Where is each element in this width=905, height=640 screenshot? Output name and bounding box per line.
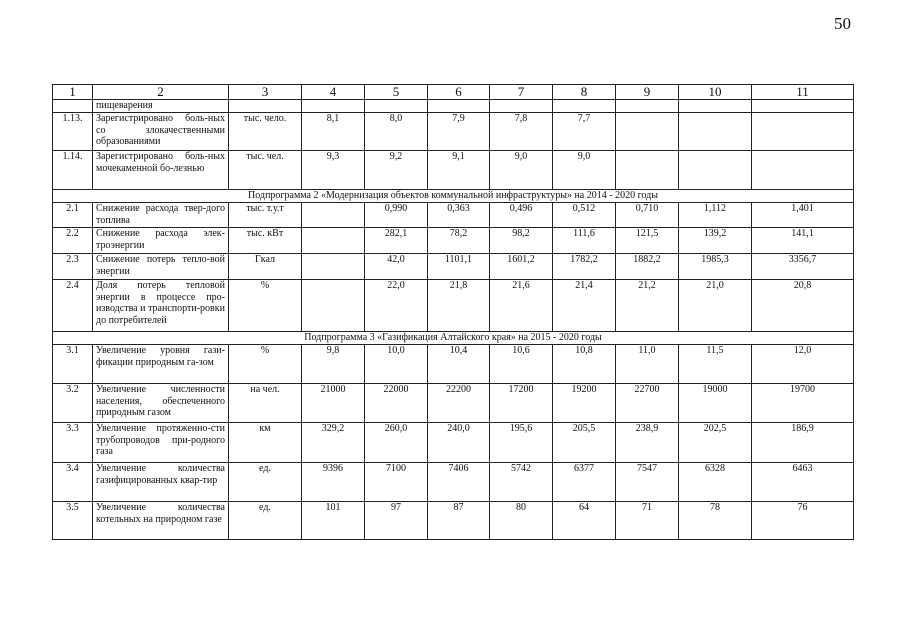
- value-cell: 1,401: [752, 203, 854, 228]
- row-number: 2.4: [53, 280, 93, 332]
- value-cell: 10,8: [553, 345, 616, 384]
- indicator-name: Увеличение протяженно-сти трубопроводов при-родного газа: [93, 423, 229, 463]
- value-cell: 6377: [553, 463, 616, 502]
- value-cell: 238,9: [616, 423, 679, 463]
- value-cell: 0,363: [428, 203, 490, 228]
- value-cell: [679, 100, 752, 113]
- unit-cell: тыс. чел.: [229, 151, 302, 190]
- value-cell: 21,6: [490, 280, 553, 332]
- value-cell: 10,6: [490, 345, 553, 384]
- column-header: 9: [616, 85, 679, 100]
- value-cell: 20,8: [752, 280, 854, 332]
- value-cell: 10,4: [428, 345, 490, 384]
- value-cell: 202,5: [679, 423, 752, 463]
- row-number: 2.1: [53, 203, 93, 228]
- indicator-name: Увеличение количества газифицированных квар-тир: [93, 463, 229, 502]
- value-cell: 1882,2: [616, 254, 679, 280]
- value-cell: [302, 228, 365, 254]
- value-cell: 9396: [302, 463, 365, 502]
- value-cell: 1601,2: [490, 254, 553, 280]
- value-cell: 121,5: [616, 228, 679, 254]
- value-cell: 78: [679, 502, 752, 540]
- table-row: [53, 113, 854, 151]
- value-cell: 0,990: [365, 203, 428, 228]
- page-number: 50: [834, 14, 851, 33]
- value-cell: 9,3: [302, 151, 365, 190]
- column-header: 6: [428, 85, 490, 100]
- value-cell: [752, 113, 854, 151]
- column-header: 8: [553, 85, 616, 100]
- value-cell: 141,1: [752, 228, 854, 254]
- row-number: [53, 100, 93, 113]
- value-cell: 7547: [616, 463, 679, 502]
- row-number: 2.3: [53, 254, 93, 280]
- table-row: [53, 384, 854, 423]
- value-cell: 22700: [616, 384, 679, 423]
- value-cell: [752, 100, 854, 113]
- value-cell: [365, 100, 428, 113]
- value-cell: 21000: [302, 384, 365, 423]
- value-cell: 282,1: [365, 228, 428, 254]
- table-row: [53, 100, 854, 113]
- unit-cell: %: [229, 280, 302, 332]
- value-cell: 9,1: [428, 151, 490, 190]
- row-number: 3.4: [53, 463, 93, 502]
- value-cell: [616, 151, 679, 190]
- row-number: 3.3: [53, 423, 93, 463]
- value-cell: [679, 151, 752, 190]
- value-cell: 12,0: [752, 345, 854, 384]
- column-header: 5: [365, 85, 428, 100]
- value-cell: 8,1: [302, 113, 365, 151]
- value-cell: 97: [365, 502, 428, 540]
- value-cell: 98,2: [490, 228, 553, 254]
- value-cell: 1101,1: [428, 254, 490, 280]
- value-cell: 7,9: [428, 113, 490, 151]
- value-cell: 22200: [428, 384, 490, 423]
- value-cell: 240,0: [428, 423, 490, 463]
- value-cell: 22000: [365, 384, 428, 423]
- value-cell: 5742: [490, 463, 553, 502]
- column-header: 7: [490, 85, 553, 100]
- unit-cell: тыс. чело.: [229, 113, 302, 151]
- table-row: [53, 502, 854, 540]
- value-cell: 87: [428, 502, 490, 540]
- table-row: [53, 345, 854, 384]
- table-row: [53, 463, 854, 502]
- unit-cell: ед.: [229, 502, 302, 540]
- subprogram-title: Подпрограмма 2 «Модернизация объектов коммунальной инфраструктуры» на 2014 - 2020 годы: [53, 190, 854, 203]
- value-cell: 8,0: [365, 113, 428, 151]
- value-cell: 1985,3: [679, 254, 752, 280]
- value-cell: 6463: [752, 463, 854, 502]
- unit-cell: км: [229, 423, 302, 463]
- value-cell: [616, 100, 679, 113]
- value-cell: [616, 113, 679, 151]
- value-cell: 10,0: [365, 345, 428, 384]
- value-cell: 9,0: [553, 151, 616, 190]
- unit-cell: тыс. кВт: [229, 228, 302, 254]
- table-row: [53, 203, 854, 228]
- value-cell: [752, 151, 854, 190]
- value-cell: 1,112: [679, 203, 752, 228]
- value-cell: 9,2: [365, 151, 428, 190]
- indicator-name: Увеличение численности населения, обеспеченного природным газом: [93, 384, 229, 423]
- value-cell: 7100: [365, 463, 428, 502]
- indicator-name: пищеварения: [93, 100, 229, 113]
- value-cell: 0,496: [490, 203, 553, 228]
- column-header: 11: [752, 85, 854, 100]
- indicator-name: Доля потерь тепловой энергии в процессе про-изводства и транспорти-ровки до потребителей: [93, 280, 229, 332]
- value-cell: [302, 280, 365, 332]
- table-row: [53, 280, 854, 332]
- value-cell: 64: [553, 502, 616, 540]
- value-cell: [490, 100, 553, 113]
- value-cell: [302, 100, 365, 113]
- value-cell: [302, 254, 365, 280]
- row-number: 3.5: [53, 502, 93, 540]
- value-cell: 78,2: [428, 228, 490, 254]
- value-cell: 22,0: [365, 280, 428, 332]
- value-cell: 21,0: [679, 280, 752, 332]
- table-header-row: [53, 85, 854, 100]
- value-cell: 71: [616, 502, 679, 540]
- subprogram-heading-row: [53, 190, 854, 203]
- unit-cell: [229, 100, 302, 113]
- unit-cell: тыс. т.у.т: [229, 203, 302, 228]
- value-cell: 205,5: [553, 423, 616, 463]
- value-cell: 7406: [428, 463, 490, 502]
- value-cell: 195,6: [490, 423, 553, 463]
- value-cell: 80: [490, 502, 553, 540]
- value-cell: 11,5: [679, 345, 752, 384]
- value-cell: 0,710: [616, 203, 679, 228]
- value-cell: 139,2: [679, 228, 752, 254]
- unit-cell: ед.: [229, 463, 302, 502]
- column-header: 1: [53, 85, 93, 100]
- value-cell: 1782,2: [553, 254, 616, 280]
- indicators-table: [52, 84, 854, 540]
- table-row: [53, 151, 854, 190]
- value-cell: 21,2: [616, 280, 679, 332]
- table-row: [53, 228, 854, 254]
- value-cell: 9,0: [490, 151, 553, 190]
- value-cell: 21,4: [553, 280, 616, 332]
- value-cell: 17200: [490, 384, 553, 423]
- row-number: 2.2: [53, 228, 93, 254]
- value-cell: 19700: [752, 384, 854, 423]
- row-number: 3.2: [53, 384, 93, 423]
- indicator-name: Снижение расхода твер-дого топлива: [93, 203, 229, 228]
- indicator-name: Зарегистрировано боль-ных мочекаменной бо-лезнью: [93, 151, 229, 190]
- indicator-name: Снижение расхода элек-троэнергии: [93, 228, 229, 254]
- value-cell: 186,9: [752, 423, 854, 463]
- value-cell: 42,0: [365, 254, 428, 280]
- column-header: 10: [679, 85, 752, 100]
- indicator-name: Снижение потерь тепло-вой энергии: [93, 254, 229, 280]
- unit-cell: на чел.: [229, 384, 302, 423]
- value-cell: 329,2: [302, 423, 365, 463]
- value-cell: 260,0: [365, 423, 428, 463]
- value-cell: 9,8: [302, 345, 365, 384]
- indicator-name: Зарегистрировано боль-ных со злокачественными образованиями: [93, 113, 229, 151]
- indicator-name: Увеличение уровня гази-фикации природным га-зом: [93, 345, 229, 384]
- value-cell: 76: [752, 502, 854, 540]
- value-cell: 19000: [679, 384, 752, 423]
- value-cell: 21,8: [428, 280, 490, 332]
- value-cell: 6328: [679, 463, 752, 502]
- unit-cell: %: [229, 345, 302, 384]
- value-cell: 101: [302, 502, 365, 540]
- row-number: 1.14.: [53, 151, 93, 190]
- column-header: 2: [93, 85, 229, 100]
- value-cell: 0,512: [553, 203, 616, 228]
- value-cell: 7,7: [553, 113, 616, 151]
- row-number: 3.1: [53, 345, 93, 384]
- value-cell: 3356,7: [752, 254, 854, 280]
- value-cell: 7,8: [490, 113, 553, 151]
- value-cell: 111,6: [553, 228, 616, 254]
- value-cell: [553, 100, 616, 113]
- value-cell: [428, 100, 490, 113]
- subprogram-heading-row: [53, 332, 854, 345]
- value-cell: [302, 203, 365, 228]
- column-header: 3: [229, 85, 302, 100]
- value-cell: [679, 113, 752, 151]
- value-cell: 19200: [553, 384, 616, 423]
- table-row: [53, 423, 854, 463]
- subprogram-title: Подпрограмма 3 «Газификация Алтайского края» на 2015 - 2020 годы: [53, 332, 854, 345]
- row-number: 1.13.: [53, 113, 93, 151]
- table-row: [53, 254, 854, 280]
- unit-cell: Гкал: [229, 254, 302, 280]
- value-cell: 11,0: [616, 345, 679, 384]
- indicator-name: Увеличение количества котельных на природном газе: [93, 502, 229, 540]
- column-header: 4: [302, 85, 365, 100]
